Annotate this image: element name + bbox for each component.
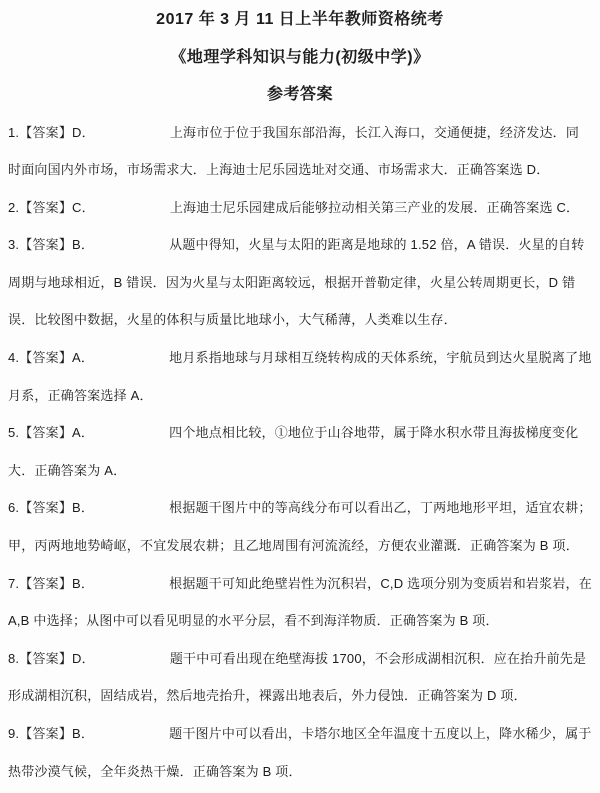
answer-text-6: 根据题干图片中的等高线分布可以看出乙，丁两地地形平坦，适宜农耕；甲，丙两地地势崎岖，不宜发展农耕；且乙地周围有河流流经，方便农业灌溉．正确答案为 B 项． (8, 500, 592, 554)
answer-label-3: 3.【答案】B． (8, 237, 95, 253)
answer-label-1: 1.【答案】D． (8, 124, 95, 140)
answer-item-1 (8, 114, 592, 189)
page-title: 2017 年 3 月 11 日上半年教师资格统考 (156, 11, 444, 28)
answer-label-6: 6.【答案】B． (8, 500, 95, 516)
answer-label-8: 8.【答案】D． (8, 650, 95, 666)
answer-text-1: 上海市位于位于我国东部沿海，长江入海口，交通便捷，经济发达．同时面向国内外市场，市场需求大．上海迪士尼乐园选址对交通、市场需求大．正确答案选 D． (8, 124, 580, 178)
answer-item-6 (8, 489, 592, 564)
answer-label-4: 4.【答案】A． (8, 350, 95, 366)
tab-spacer (94, 511, 169, 512)
answer-label-7: 7.【答案】B． (8, 575, 95, 591)
answer-item-4 (8, 339, 592, 414)
tab-spacer (94, 587, 169, 588)
tab-spacer (94, 737, 169, 738)
answer-item-2 (8, 189, 592, 227)
answer-text-3: 从题中得知，火星与太阳的距离是地球的 1.52 倍，A 错误．火星的自转周期与地球相近，B 错误．因为火星与太阳距离较远，根据开普勒定律，火星公转周期更长，D 错误．比较图中数据，火星的体积与质量比地球小，大气稀薄，人类难以生存． (8, 237, 585, 328)
section-heading: 参考答案 (266, 86, 333, 103)
answer-item-5 (8, 414, 592, 489)
answer-label-5: 5.【答案】A． (8, 425, 95, 441)
answer-text-2: 上海迪士尼乐园建成后能够拉动相关第三产业的发展．正确答案选 C． (169, 199, 580, 215)
answer-text-7: 根据题干可知此绝壁岩性为沉积岩，C,D 选项分别为变质岩和岩浆岩，在 A,B 中选择；从图中可以看见明显的水平分层，看不到海洋物质．正确答案为 B 项． (8, 575, 592, 629)
tab-spacer (94, 361, 169, 362)
title-block (8, 1, 592, 114)
tab-spacer (95, 211, 170, 212)
answer-text-8: 题干中可看出现在绝壁海拔 1700，不会形成湖相沉积．应在抬升前先是形成湖相沉积，固结成岩，然后地壳抬升，裸露出地表后，外力侵蚀．正确答案为 D 项． (8, 650, 587, 704)
answer-label-2: 2.【答案】C． (8, 199, 95, 215)
answer-item-3 (8, 226, 592, 339)
answer-item-9 (8, 715, 592, 790)
page-subtitle: 《地理学科知识与能力(初级中学)》 (170, 48, 430, 66)
answer-label-9: 9.【答案】B． (8, 726, 95, 741)
tab-spacer (95, 136, 170, 137)
tab-spacer (95, 662, 170, 663)
answer-text-5: 四个地点相比较，①地位于山谷地带，属于降水积水带且海拔梯度变化大．正确答案为 A． (8, 425, 579, 478)
answer-item-7 (8, 565, 592, 640)
answer-text-9: 题干图片中可以看出，卡塔尔地区全年温度十五度以上，降水稀少，属于热带沙漠气候，全年炎热干燥．正确答案为 B 项． (8, 726, 592, 779)
answer-text-4: 地月系指地球与月球相互绕转构成的天体系统，宇航员到达火星脱离了地月系，正确答案选择 A． (8, 350, 592, 403)
tab-spacer (94, 436, 169, 437)
answers-list (8, 114, 592, 791)
tab-spacer (94, 248, 169, 249)
answer-item-8 (8, 640, 592, 715)
